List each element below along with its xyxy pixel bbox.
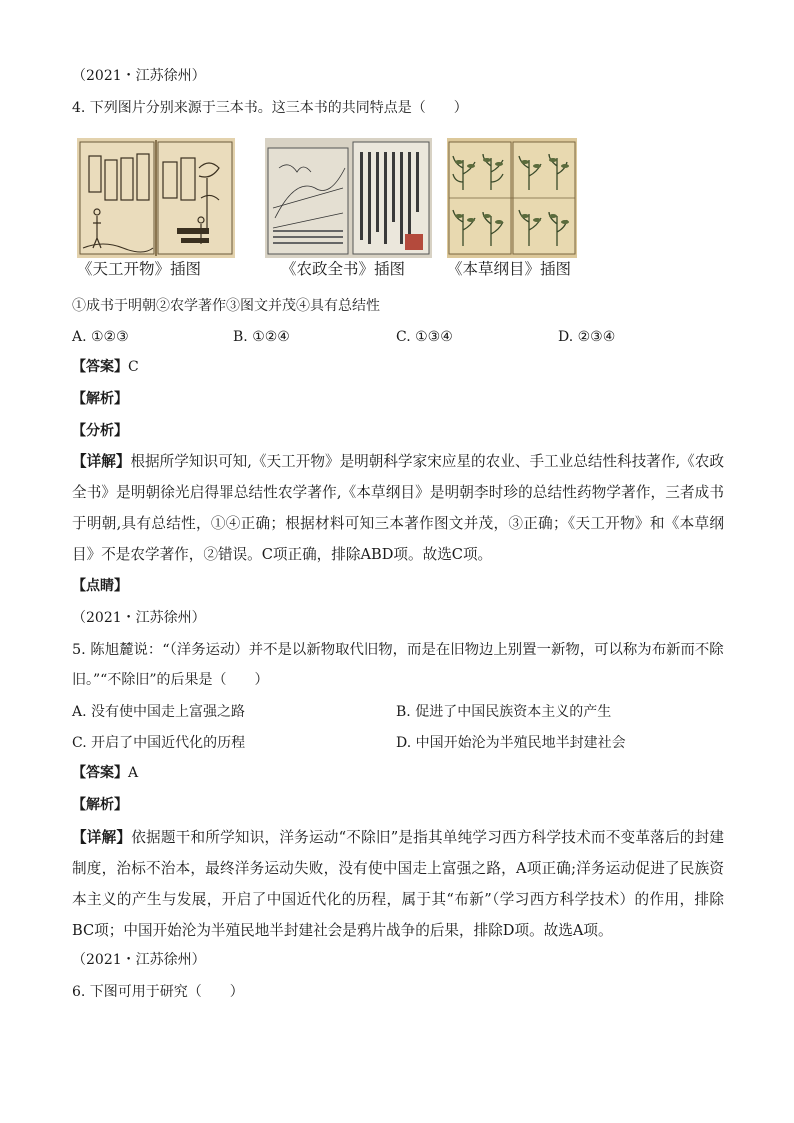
q5-option-c: C. 开启了中国近代化的历程 xyxy=(72,735,246,751)
q4-detail-label: 【详解】 xyxy=(72,453,131,470)
q5-stem-line1: 5. 陈旭麓说：“（洋务运动）并不是以新物取代旧物，而是在旧物边上别置一新物，可以称为布新而不除 xyxy=(72,642,724,658)
caption-nongzheng-quanshu: 《农政全书》插图 xyxy=(281,260,406,278)
q4-option-a: A. ①②③ xyxy=(72,329,129,345)
q4-answer-label: 【答案】 xyxy=(72,359,128,375)
q5-answer xyxy=(72,763,138,783)
q6-source: （2021・江苏徐州） xyxy=(72,952,206,968)
q4-stem: 4. 下列图片分别来源于三本书。这三本书的共同特点是（ ） xyxy=(72,100,468,116)
q5-detail-label: 【详解】 xyxy=(72,829,132,846)
q4-option-b: B. ①②④ xyxy=(233,329,290,345)
q4-statements: ①成书于明朝②农学著作③图文并茂④具有总结性 xyxy=(72,298,380,314)
q5-detail xyxy=(72,822,724,946)
caption-bencao-gangmu: 《本草纲目》插图 xyxy=(447,260,572,278)
q4-option-d: D. ②③④ xyxy=(558,329,616,345)
q4-detail-text: 根据所学知识可知,《天工开物》是明朝科学家宋应星的农业、手工业总结性科技著作,《农政全书》是明朝徐光启得罪总结性农学著作,《本草纲目》是明朝李时珍的总结性药物学著作，三者成书于明朝,具有总结性，①④正确；根据材料可知三本著作图文并茂，③正确；《天工开物》和《本草纲目》不是农学著作，②错误。C项正确，排除ABD项。故选C项。 xyxy=(72,453,724,563)
bencao-gangmu-illustration xyxy=(447,138,577,258)
q4-answer xyxy=(72,357,139,377)
caption-tiangong-kaiwu: 《天工开物》插图 xyxy=(77,260,202,278)
q4-fenxi-label: 【分析】 xyxy=(72,423,128,439)
q4-analysis-label: 【解析】 xyxy=(72,391,128,407)
q4-answer-value: C xyxy=(128,359,139,375)
q4-source: （2021・江苏徐州） xyxy=(72,68,206,84)
q5-option-d: D. 中国开始沦为半殖民地半封建社会 xyxy=(396,735,626,751)
q5-answer-value: A xyxy=(128,765,139,781)
tiangong-kaiwu-illustration xyxy=(77,138,235,258)
q5-analysis-label: 【解析】 xyxy=(72,797,128,813)
nongzheng-quanshu-illustration xyxy=(265,138,432,258)
q6-stem: 6. 下图可用于研究（ ） xyxy=(72,984,244,1000)
q5-source: （2021・江苏徐州） xyxy=(72,610,206,626)
q4-detail xyxy=(72,446,724,570)
q5-detail-text: 依据题干和所学知识，洋务运动“不除旧”是指其单纯学习西方科学技术而不变革落后的封建制度，治标不治本，最终洋务运动失败，没有使中国走上富强之路，A项正确;洋务运动促进了民族资本主义的产生与发展，开启了中国近代化的历程，属于其“布新”（学习西方科学技术）的作用，排除BC项；中国开始沦为半殖民地半封建社会是鸦片战争的后果，排除D项。故选A项。 xyxy=(72,829,724,939)
q5-answer-label: 【答案】 xyxy=(72,765,128,781)
q5-option-a: A. 没有使中国走上富强之路 xyxy=(72,704,246,720)
q4-dianjing-label: 【点睛】 xyxy=(72,578,128,594)
q4-option-c: C. ①③④ xyxy=(396,329,453,345)
q5-stem-line2: 旧。”“不除旧”的后果是（ ） xyxy=(72,672,269,688)
q5-option-b: B. 促进了中国民族资本主义的产生 xyxy=(396,704,612,720)
